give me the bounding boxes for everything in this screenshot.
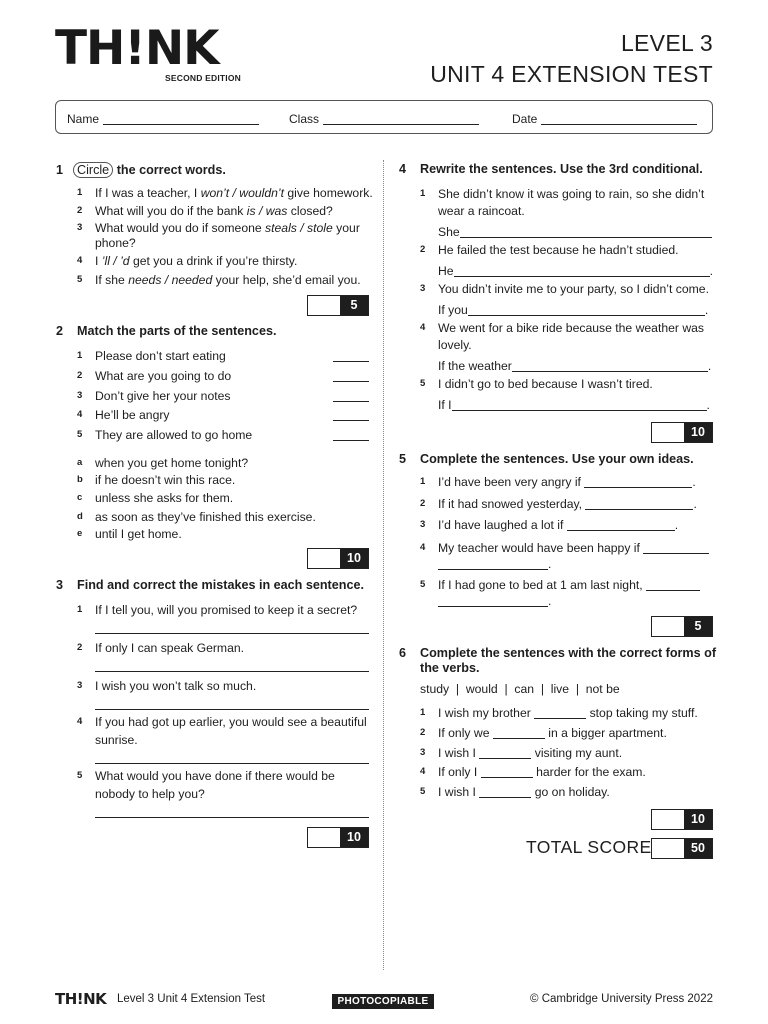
column-divider <box>383 160 384 970</box>
name-label: Name <box>67 112 100 126</box>
choice-options[interactable]: steals / stole <box>265 221 333 235</box>
section-number: 4 <box>399 162 407 176</box>
section-2-score-box[interactable] <box>307 548 369 569</box>
total-max-score: 50 <box>684 839 712 858</box>
student-details-box <box>55 100 713 134</box>
name-field[interactable] <box>67 112 259 126</box>
match-answer-line[interactable] <box>333 381 369 382</box>
section-3-score-box[interactable] <box>307 827 369 848</box>
section-6: 6 Complete the sentences with the correct forms of the verbs. study | would | can | live | not be 1 I wish my brother stop taking my stuff. 2 If only we in a bigger apartment. 3 I wish I visiting my aunt. 4 If only I harder for the exam. 5 I wish I go on holiday. <box>399 646 717 799</box>
max-score: 10 <box>684 810 712 829</box>
circle-word: Circle <box>73 162 113 178</box>
verb-gap[interactable] <box>493 738 545 739</box>
date-line[interactable] <box>541 124 697 125</box>
correction-line[interactable] <box>95 763 369 764</box>
logo-text: TH!NK <box>55 21 219 76</box>
name-line[interactable] <box>103 124 259 125</box>
think-logo <box>55 21 242 83</box>
section-number: 1 <box>56 163 64 177</box>
max-score: 10 <box>684 423 712 442</box>
footer-info: Level 3 Unit 4 Extension Test <box>117 993 266 1005</box>
correction-line[interactable] <box>95 817 369 818</box>
class-line[interactable] <box>323 124 479 125</box>
section-number: 3 <box>56 578 64 592</box>
section-1-score-box[interactable] <box>307 295 369 316</box>
date-label: Date <box>512 112 538 126</box>
test-title <box>430 28 713 90</box>
footer-logo: TH!NK <box>55 990 107 1008</box>
section-3-title: Find and correct the mistakes in each sentence. <box>77 578 364 592</box>
verb-gap[interactable] <box>479 758 531 759</box>
choice-options[interactable]: needs / needed <box>128 273 213 287</box>
idea-line[interactable] <box>567 530 675 531</box>
idea-line[interactable] <box>585 509 693 510</box>
correction-line[interactable] <box>95 709 369 710</box>
section-5: 5 Complete the sentences. Use your own ideas. 1 I’d have been very angry if . 2 If it had snowed yesterday, . 3 I’d have laughed a lot if . 4 My teacher would have been happy if . 5 If I had gone to bed at 1 am last night, . <box>420 452 712 466</box>
section-number: 2 <box>56 324 64 338</box>
section-6-score-box[interactable] <box>651 809 713 830</box>
max-score: 5 <box>340 296 368 315</box>
match-answer-line[interactable] <box>333 440 369 441</box>
level-label: LEVEL 3 <box>620 30 713 56</box>
match-answer-line[interactable] <box>333 361 369 362</box>
verb-gap[interactable] <box>481 777 533 778</box>
word-box: study | would | can | live | not be <box>420 682 620 696</box>
class-label: Class <box>289 112 320 126</box>
section-2-heading <box>56 324 369 338</box>
section-6-title: Complete the sentences with the correct forms of <box>420 646 717 660</box>
section-4-title: Rewrite the sentences. Use the 3rd conditional. <box>420 162 703 176</box>
unit-label: UNIT 4 EXTENSION TEST <box>430 61 713 87</box>
idea-line[interactable] <box>646 590 700 591</box>
verb-gap[interactable] <box>534 718 586 719</box>
class-field[interactable] <box>289 112 479 126</box>
section-1: 1 Circle the correct words. 1 If I was a teacher, I won’t / wouldn’t give homework. 2 What will you do if the bank is / was closed? 3 What would you do if someone steals / stole your phone? 4 I ’ll / ’d get you a drink if you’re thirsty. 5 If she needs / needed your help, she’d email you. <box>56 163 373 287</box>
section-5-title: Complete the sentences. Use your own ideas. <box>420 452 694 466</box>
date-field[interactable] <box>512 112 697 126</box>
max-score: 10 <box>340 549 368 568</box>
correction-line[interactable] <box>95 633 369 634</box>
section-3-heading <box>56 578 369 592</box>
match-answer-line[interactable] <box>333 420 369 421</box>
section-4: 4 Rewrite the sentences. Use the 3rd conditional. 1 She didn’t know it was going to rain, so she didn’t wear a raincoat. She 2 He failed the test because he hadn’t studied. He . 3 You didn’t invite me to your party, so I didn’t come. If you . 4 We went for a bike ride because the weather was lovely. If the weather . 5 I didn’t go to bed because I wasn’t tired. If I . <box>399 162 713 412</box>
choice-options[interactable]: is / was <box>246 204 288 218</box>
section-2: 2 Match the parts of the sentences. 1 Please don’t start eating 2 What are you going to do 3 Don’t give her your notes 4 He’ll be angry 5 They are allowed to go home a when you get home tonight? b if he doesn’t win this race. c unless she asks for them. d as soon as they’ve finished this exercise. e until I get home. <box>77 324 369 338</box>
choice-options[interactable]: won’t / wouldn’t <box>200 186 285 200</box>
section-5-heading <box>399 452 712 466</box>
idea-line[interactable] <box>584 487 692 488</box>
copyright: © Cambridge University Press 2022 <box>530 993 713 1005</box>
idea-line[interactable] <box>643 553 709 554</box>
section-4-score-box[interactable] <box>651 422 713 443</box>
max-score: 5 <box>684 617 712 636</box>
max-score: 10 <box>340 828 368 847</box>
correction-line[interactable] <box>95 671 369 672</box>
section-6-title-cont: the verbs. <box>420 661 480 675</box>
photocopiable-badge: PHOTOCOPIABLE <box>332 994 434 1009</box>
section-number: 6 <box>399 646 407 660</box>
verb-gap[interactable] <box>479 797 531 798</box>
total-score-label: TOTAL SCORE <box>526 837 652 857</box>
match-answer-line[interactable] <box>333 401 369 402</box>
section-2-title: Match the parts of the sentences. <box>77 324 277 338</box>
section-number: 5 <box>399 452 407 466</box>
section-5-score-box[interactable] <box>651 616 713 637</box>
section-3: 3 Find and correct the mistakes in each sentence. 1 If I tell you, will you promised to keep it a secret? 2 If only I can speak German. 3 I wish you won’t talk so much. 4 If you had got up earlier, you would see a beautiful sunrise. 5 What would you have done if there would be nobody to help you? <box>77 578 369 592</box>
logo-edition: SECOND EDITION <box>165 73 242 83</box>
choice-options[interactable]: ’ll / ’d <box>101 254 130 268</box>
section-1-title: the correct words. <box>116 163 226 177</box>
total-score-box[interactable] <box>651 838 713 859</box>
